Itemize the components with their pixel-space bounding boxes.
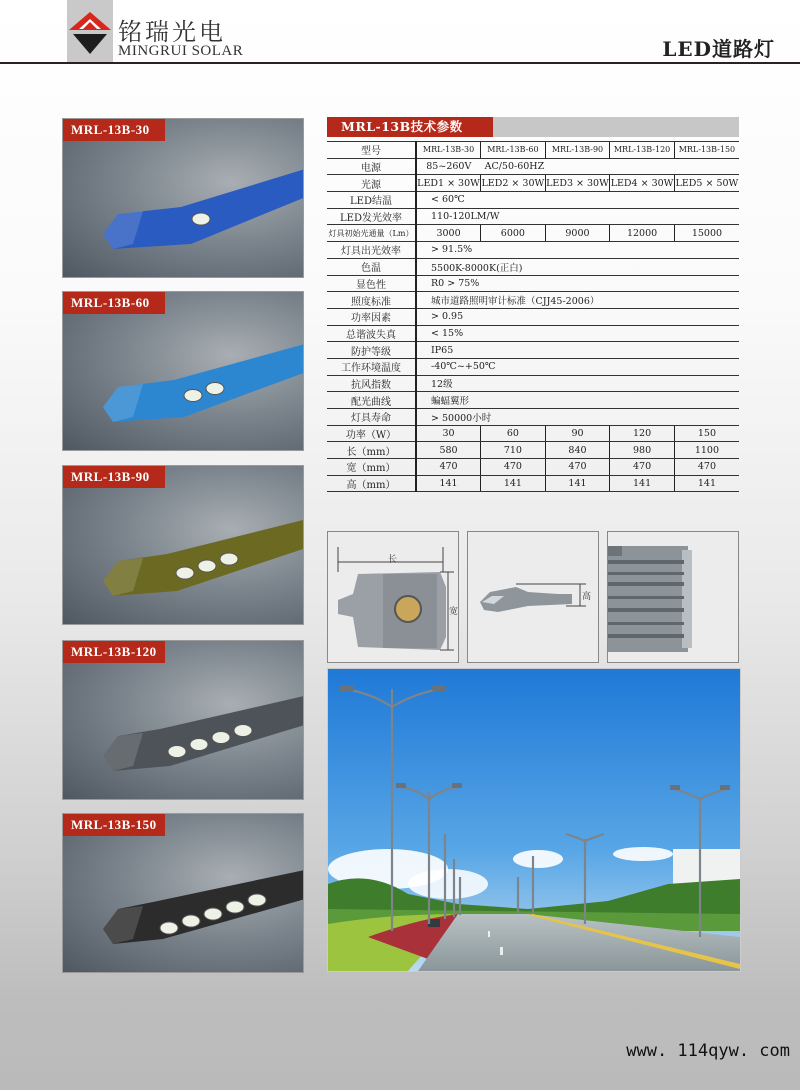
spec-row <box>327 308 739 325</box>
street-scene-photo <box>327 668 741 972</box>
brand-name-en: MINGRUI SOLAR <box>118 43 244 59</box>
led-chip-icon <box>204 908 222 920</box>
led-chip-icon <box>182 915 200 927</box>
spec-value: 3000 <box>416 225 481 242</box>
spec-label: 防护等级 <box>327 342 416 359</box>
spec-value: MRL-13B-120 <box>610 142 675 159</box>
spec-label: LED发光效率 <box>327 208 416 225</box>
spec-row <box>327 459 739 476</box>
spec-value: 470 <box>545 459 610 476</box>
side-view-lamp-icon <box>468 532 598 662</box>
spec-label: 配光曲线 <box>327 392 416 409</box>
spec-value: 12000 <box>610 225 675 242</box>
product-card <box>62 640 304 800</box>
spec-value: 580 <box>416 442 481 459</box>
height-label: 高 <box>582 592 592 602</box>
spec-value: 12级 <box>416 375 739 392</box>
product-card <box>62 118 304 278</box>
spec-row <box>327 158 739 175</box>
spec-label: 灯具出光效率 <box>327 242 416 259</box>
header-divider <box>0 62 800 64</box>
spec-label: 型号 <box>327 142 416 159</box>
led-chip-icon <box>220 553 238 565</box>
spec-value: 980 <box>610 442 675 459</box>
spec-row <box>327 275 739 292</box>
spec-row <box>327 375 739 392</box>
spec-value: 15000 <box>674 225 739 242</box>
spec-value: 470 <box>481 459 546 476</box>
spec-value: 90 <box>545 425 610 442</box>
product-card <box>62 813 304 973</box>
diagram-top-view <box>327 531 459 663</box>
spec-value: MRL-13B-150 <box>674 142 739 159</box>
logo-box <box>67 0 113 62</box>
product-card <box>62 465 304 625</box>
heatsink-view-icon <box>608 532 738 662</box>
page-title: LED道路灯 <box>662 37 775 61</box>
spec-value: 141 <box>481 475 546 492</box>
spec-value: MRL-13B-90 <box>545 142 610 159</box>
spec-header <box>327 117 739 137</box>
spec-label: 工作环境温度 <box>327 358 416 375</box>
spec-value: MRL-13B-30 <box>416 142 481 159</box>
spec-label: 电源 <box>327 158 416 175</box>
spec-value: 城市道路照明审计标准（CJJ45-2006） <box>416 292 739 309</box>
spec-value: 141 <box>545 475 610 492</box>
led-chip-icon <box>226 901 244 913</box>
spec-row <box>327 425 739 442</box>
spec-value: 85~260V <box>416 158 481 175</box>
spec-value: 470 <box>610 459 675 476</box>
spec-value: LED4 × 30W <box>610 175 675 192</box>
street-lamp-icon <box>63 119 303 277</box>
spec-value: R0 > 75% <box>416 275 739 292</box>
spec-value: -40℃~+50℃ <box>416 358 739 375</box>
spec-value: > 50000小时 <box>416 409 739 426</box>
spec-label: 照度标准 <box>327 292 416 309</box>
spec-value: 840 <box>545 442 610 459</box>
spec-value: LED2 × 30W <box>481 175 546 192</box>
spec-label: 宽（mm） <box>327 459 416 476</box>
spec-label: 抗风指数 <box>327 375 416 392</box>
spec-value: 6000 <box>481 225 546 242</box>
spec-row <box>327 342 739 359</box>
spec-value: MRL-13B-60 <box>481 142 546 159</box>
spec-value: < 15% <box>416 325 739 342</box>
width-label: 宽 <box>449 607 459 617</box>
led-chip-icon <box>192 213 210 225</box>
product-model-tag: MRL-13B-90 <box>63 466 165 488</box>
product-model-tag: MRL-13B-30 <box>63 119 165 141</box>
street-lamp-icon <box>63 466 303 624</box>
spec-value: 141 <box>416 475 481 492</box>
spec-label: LED结温 <box>327 192 416 209</box>
spec-value: 141 <box>610 475 675 492</box>
spec-value: LED1 × 30W <box>416 175 481 192</box>
spec-row <box>327 225 739 242</box>
street-lamp-icon <box>63 292 303 450</box>
spec-row <box>327 358 739 375</box>
footer-website-url[interactable]: www. 114qyw. com <box>626 1041 790 1061</box>
spec-value: IP65 <box>416 342 739 359</box>
spec-value: 470 <box>674 459 739 476</box>
spec-value: 9000 <box>545 225 610 242</box>
brand-name-cn: 铭瑞光电 <box>118 18 226 46</box>
spec-label: 色温 <box>327 258 416 275</box>
spec-row <box>327 208 739 225</box>
spec-row <box>327 242 739 259</box>
led-chip-icon <box>198 560 216 572</box>
spec-value: 110-120LM/W <box>416 208 739 225</box>
street-lamp-icon <box>63 814 303 972</box>
spec-title: MRL-13B技术参数 <box>327 117 493 137</box>
spec-value: < 60℃ <box>416 192 739 209</box>
spec-value: 120 <box>610 425 675 442</box>
spec-table <box>327 141 739 492</box>
spec-value: 30 <box>416 425 481 442</box>
led-chip-icon <box>212 732 230 744</box>
spec-row <box>327 442 739 459</box>
product-card <box>62 291 304 451</box>
product-model-tag: MRL-13B-150 <box>63 814 165 836</box>
led-chip-icon <box>190 739 208 751</box>
length-label: 长 <box>388 555 398 565</box>
mingrui-logo-icon <box>67 10 113 56</box>
spec-label: 光源 <box>327 175 416 192</box>
spec-value: LED5 × 50W <box>674 175 739 192</box>
led-chip-icon <box>248 894 266 906</box>
spec-value: 710 <box>481 442 546 459</box>
spec-row <box>327 175 739 192</box>
spec-label: 显色性 <box>327 275 416 292</box>
street-lights-scene-icon <box>328 669 740 971</box>
spec-label: 功率（W） <box>327 425 416 442</box>
spec-value: 141 <box>674 475 739 492</box>
street-lamp-icon <box>63 641 303 799</box>
spec-value: 1100 <box>674 442 739 459</box>
product-model-tag: MRL-13B-60 <box>63 292 165 314</box>
spec-value: 470 <box>416 459 481 476</box>
spec-value: > 0.95 <box>416 308 739 325</box>
spec-label: 灯具寿命 <box>327 409 416 426</box>
spec-value: 5500K-8000K(正白) <box>416 258 739 275</box>
spec-label: 高（mm） <box>327 475 416 492</box>
diagram-bottom-view <box>607 531 739 663</box>
page-header <box>0 0 800 64</box>
spec-value: AC/50-60HZ <box>481 158 739 175</box>
product-model-tag: MRL-13B-120 <box>63 641 165 663</box>
led-chip-icon <box>206 383 224 395</box>
spec-row <box>327 409 739 426</box>
spec-row <box>327 392 739 409</box>
diagram-side-view <box>467 531 599 663</box>
spec-value: 150 <box>674 425 739 442</box>
spec-label: 功率因素 <box>327 308 416 325</box>
spec-row <box>327 292 739 309</box>
led-chip-icon <box>168 746 186 758</box>
led-chip-icon <box>176 567 194 579</box>
spec-label: 总谐波失真 <box>327 325 416 342</box>
led-chip-icon <box>184 390 202 402</box>
spec-value: LED3 × 30W <box>545 175 610 192</box>
spec-value: > 91.5% <box>416 242 739 259</box>
led-chip-icon <box>160 922 178 934</box>
spec-value: 蝙蝠翼形 <box>416 392 739 409</box>
led-chip-icon <box>234 725 252 737</box>
spec-row <box>327 325 739 342</box>
spec-value: 60 <box>481 425 546 442</box>
spec-row <box>327 475 739 492</box>
spec-label: 长（mm） <box>327 442 416 459</box>
spec-row <box>327 258 739 275</box>
spec-row <box>327 142 739 159</box>
spec-label: 灯具初始光通量（Lm） <box>327 225 416 242</box>
spec-row <box>327 192 739 209</box>
